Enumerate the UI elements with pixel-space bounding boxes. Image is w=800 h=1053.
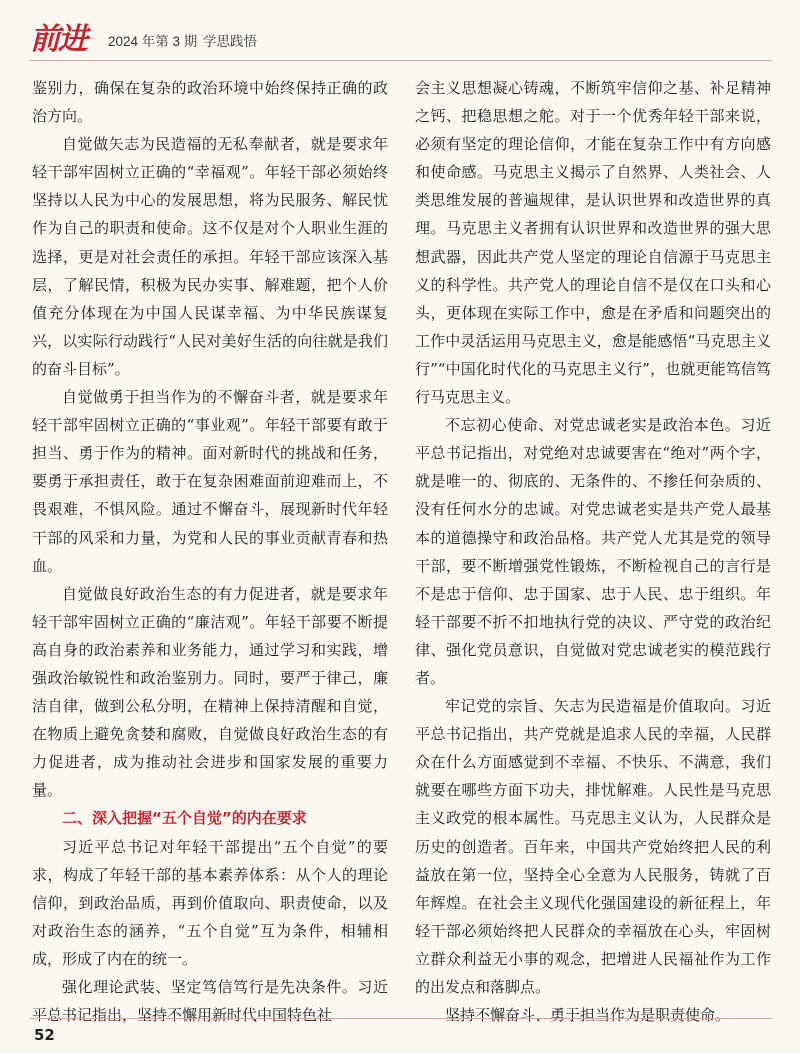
paragraph: 自觉做良好政治生态的有力促进者，就是要求年轻干部牢固树立正确的“廉洁观”。年轻干部要不断提高自身的政治素养和业务能力，通过学习和实践，增强政治敏锐性和政治鉴别力。同时，要严于律己，廉洁自律，做到公私分明，在精神上保持清醒和自觉，在物质上避免贪婪和腐败，自觉做良好政治生态的有力促进者，成为推动社会进步和国家发展的重要力量。 xyxy=(32,584,388,800)
paragraph: 自觉做矢志为民造福的无私奉献者，就是要求年轻干部牢固树立正确的“幸福观”。年轻干部必须始终坚持以人民为中心的发展思想，将为民服务、解民忧作为自己的职责和使命。这不仅是对个人职业生涯的选择，更是对社会责任的承担。年轻干部应该深入基层，了解民情，积极为民办实事、解难题，把个人价值充分体现在为中国人民谋幸福、为中华民族谋复兴，以实际行动践行“人民对美好生活的向往就是我们的奋斗目标”。 xyxy=(32,135,388,378)
footer-divider xyxy=(30,1018,772,1019)
paragraph: 强化理论武装、坚定笃信笃行是先决条件。习近平总书记指出，坚持不懈用新时代中国特色社 xyxy=(32,978,388,1025)
issue-label: 2024 年第 3 期 xyxy=(108,34,198,49)
page-number: 52 xyxy=(34,1026,55,1044)
left-column xyxy=(32,74,388,1029)
paragraph: 鉴别力，确保在复杂的政治环境中始终保持正确的政治方向。 xyxy=(32,79,388,126)
paragraph: 会主义思想凝心铸魂，不断筑牢信仰之基、补足精神之钙、把稳思想之舵。对于一个优秀年轻干部来说，必须有坚定的理论信仰，才能在复杂工作中有方向感和使命感。马克思主义揭示了自然界、人类社会、人类思维发展的普遍规律，是认识世界和改造世界的真理。马克思主义者拥有认识世界和改造世界的强大思想武器，因此共产党人坚定的理论自信源于马克思主义的科学性。共产党人的理论自信不是仅在口头和心头，更体现在实际工作中，愈是在矛盾和问题突出的工作中灵活运用马克思主义，愈是能感悟“马克思主义行”“中国化时代化的马克思主义行”，也就更能笃信笃行马克思主义。 xyxy=(415,79,771,407)
section-heading: 二、深入把握“五个自觉”的内在要求 xyxy=(62,809,307,828)
magazine-logo: 前进 xyxy=(30,22,86,57)
paragraph: 习近平总书记对年轻干部提出“五个自觉”的要求，构成了年轻干部的基本素养体系：从个人的理论信仰，到政治品质，再到价值取向、职责使命，以及对政治生态的涵养，“五个自觉”互为条件，相辅相成，形成了内在的统一。 xyxy=(32,837,388,968)
right-column xyxy=(415,74,771,1029)
section-label: 学思践悟 xyxy=(203,34,257,49)
header-divider xyxy=(30,60,772,61)
paragraph: 不忘初心使命、对党忠诚老实是政治本色。习近平总书记指出，对党绝对忠诚要害在“绝对”两个字，就是唯一的、彻底的、无条件的、不掺任何杂质的、没有任何水分的忠诚。对党忠诚老实是共产党人最基本的道德操守和政治品格。共产党人尤其是党的领导干部，要不断增强党性锻炼，不断检视自己的言行是不是忠于信仰、忠于国家、忠于人民、忠于组织。年轻干部要不折不扣地执行党的决议、严守党的政治纪律、强化党员意识，自觉做对党忠诚老实的模范践行者。 xyxy=(415,416,771,687)
paragraph: 坚持不懈奋斗、勇于担当作为是职责使命。 xyxy=(445,1006,731,1025)
paragraph: 牢记党的宗旨、矢志为民造福是价值取向。习近平总书记指出，共产党就是追求人民的幸福，人民群众在什么方面感觉到不幸福、不快乐、不满意，我们就要在哪些方面下功夫，排忧解难。人民性是马克思主义政党的根本属性。马克思主义认为，人民群众是历史的创造者。百年来，中国共产党始终把人民的利益放在第一位，坚持全心全意为人民服务，铸就了百年辉煌。在社会主义现代化强国建设的新征程上，年轻干部必须始终把人民群众的幸福放在心头，牢固树立群众利益无小事的观念，把增进人民福祉作为工作的出发点和落脚点。 xyxy=(415,697,771,996)
paragraph: 自觉做勇于担当作为的不懈奋斗者，就是要求年轻干部牢固树立正确的“事业观”。年轻干部要有敢于担当、勇于作为的精神。面对新时代的挑战和任务，要勇于承担责任，敢于在复杂困难面前迎难而上，不畏艰难，不惧风险。通过不懈奋斗，展现新时代年轻干部的风采和力量，为党和人民的事业贡献青春和热血。 xyxy=(32,388,388,575)
page-header xyxy=(0,0,800,64)
